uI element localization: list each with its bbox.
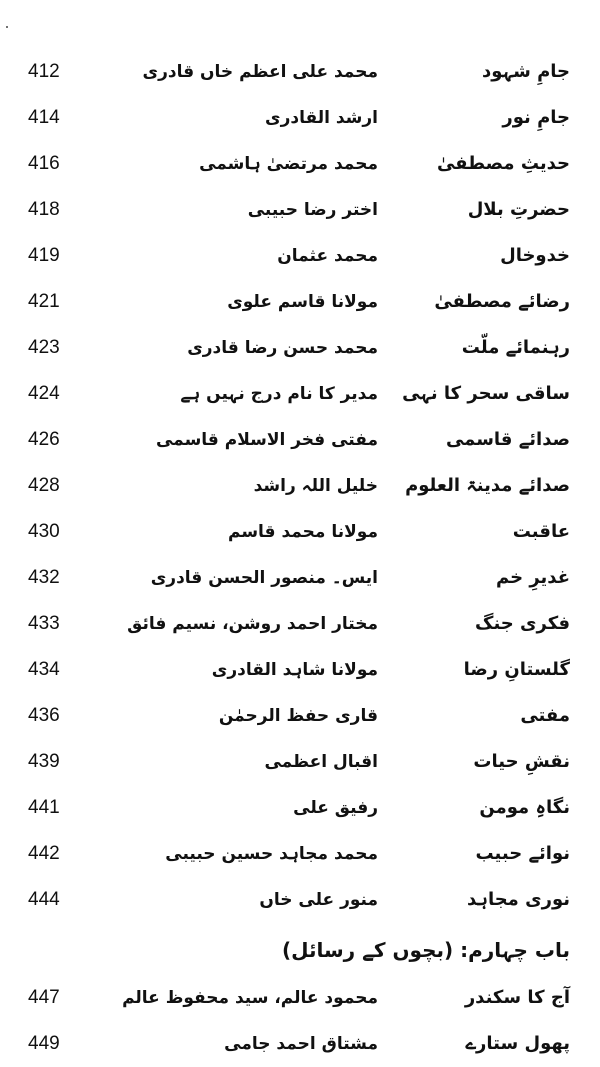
editor-name: اقبال اعظمی [264,752,378,772]
editor-name: مولانا شاہد القادری [211,660,378,680]
page-number: 428 [28,475,60,496]
editor-name: مفتی فخر الاسلام قاسمی [155,430,378,450]
page-number: 439 [28,751,60,772]
page-number: 436 [28,705,60,726]
page-number: 419 [28,245,60,266]
editor-name: رفیق علی [293,798,378,818]
editor-name: محمود عالم، سید محفوظ عالم [122,988,378,1008]
list-item [0,650,600,690]
list-item [0,788,600,828]
page-number: 414 [28,107,60,128]
magazine-title: صدائے قاسمی [445,429,570,450]
list-item [0,236,600,276]
page-number: 412 [28,61,60,82]
magazine-title: جامِ نور [502,107,570,128]
page-number: 444 [28,889,60,910]
editor-name: مدیر کا نام درج نہیں ہے [180,384,378,404]
magazine-title: رہنمائے ملّت [461,337,570,358]
editor-name: مختار احمد روشن، نسیم فائق [127,614,378,634]
magazine-title: نقشِ حیات [473,751,570,772]
list-item [0,558,600,598]
page-number: 423 [28,337,60,358]
page-number: 426 [28,429,60,450]
magazine-title: عاقبت [512,521,570,542]
magazine-title: نوری مجاہد [467,889,570,910]
list-item [0,98,600,138]
page-speck [6,26,8,28]
chapter-heading: باب چہارم: (بچوں کے رسائل) [282,938,570,962]
editor-name: ارشد القادری [265,108,378,128]
magazine-title: صدائے مدینۃ العلوم [405,475,570,496]
editor-name: منور علی خاں [259,890,378,910]
magazine-title: حضرتِ بلال [467,199,570,220]
magazine-title: ساقی سحر کا نہی [402,383,570,404]
list-item [0,512,600,552]
magazine-title: گلستانِ رضا [463,659,570,680]
list-item [0,420,600,460]
magazine-title: حدیثِ مصطفیٰ [436,153,570,174]
list-item [0,466,600,506]
magazine-title: غدیرِ خم [495,567,570,588]
magazine-title: رضائے مصطفیٰ [434,291,570,312]
list-item [0,52,600,92]
list-item [0,880,600,920]
magazine-title: نوائے حبیب [475,843,570,864]
list-item [0,742,600,782]
magazine-title: فکری جنگ [475,613,570,634]
page-number: 424 [28,383,60,404]
magazine-title: مفتی [520,705,570,726]
magazine-title: نگاہِ مومن [479,797,570,818]
list-item [0,282,600,322]
editor-name: محمد حسن رضا قادری [187,338,378,358]
editor-name: قاری حفظ الرحمٰن [218,706,378,726]
page-number: 433 [28,613,60,634]
list-item [0,190,600,230]
list-item [0,696,600,736]
list-item [0,834,600,874]
editor-name: اختر رضا حبیبی [247,200,378,220]
list-item [0,978,600,1018]
page-number: 430 [28,521,60,542]
list-item [0,1024,600,1064]
editor-name: محمد علی اعظم خاں قادری [142,62,378,82]
page-number: 442 [28,843,60,864]
magazine-title: پھول ستارے [465,1033,570,1054]
editor-name: محمد مرتضیٰ ہاشمی [199,154,378,174]
list-item [0,328,600,368]
page-number: 449 [28,1033,60,1054]
page-number: 418 [28,199,60,220]
page-number: 434 [28,659,60,680]
editor-name: محمد عثمان [277,246,378,266]
magazine-title: خدوخال [500,245,570,266]
list-item [0,374,600,414]
list-item [0,604,600,644]
page-number: 416 [28,153,60,174]
page-number: 421 [28,291,60,312]
page-number: 441 [28,797,60,818]
list-item [0,144,600,184]
magazine-title: آج کا سکندر [464,987,570,1008]
editor-name: مشتاق احمد جامی [224,1034,378,1054]
page-number: 432 [28,567,60,588]
editor-name: خلیل اللہ راشد [253,476,378,496]
editor-name: مولانا قاسم علوی [227,292,378,312]
editor-name: مولانا محمد قاسم [227,522,378,542]
page-number: 447 [28,987,60,1008]
editor-name: محمد مجاہد حسین حبیبی [165,844,378,864]
magazine-title: جامِ شہود [482,61,570,82]
editor-name: ایس۔ منصور الحسن قادری [150,568,378,588]
